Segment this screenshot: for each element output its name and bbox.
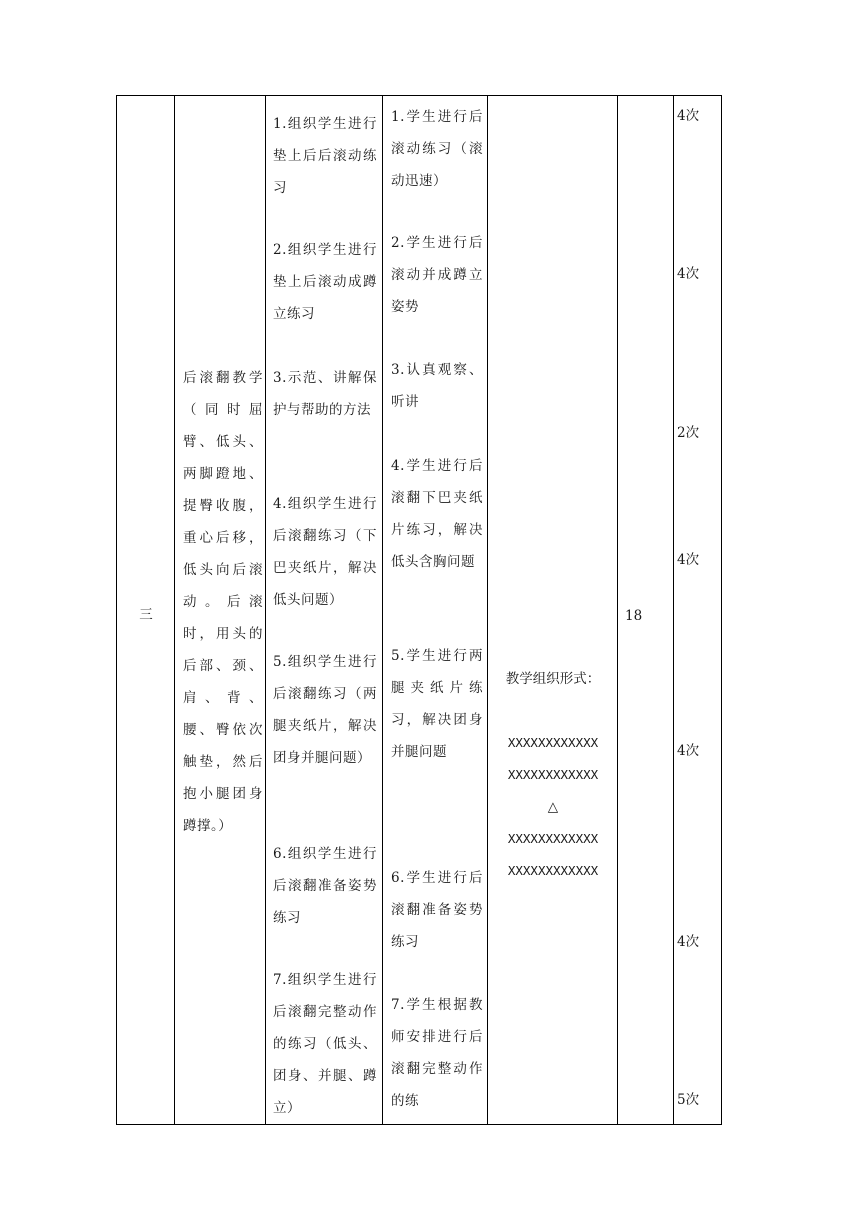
lesson-content: 后滚翻教学（同时屈臂、低头、两脚蹬地、提臀收腹，重心后移，低头向后滚动。后滚时，用头的后部、颈、肩、背、腰、臀依次触垫，然后抱小腿团身蹲撑。）	[183, 370, 263, 834]
teacher-step-4: 4.组织学生进行后滚翻练习（下巴夹纸片，解决低头问题）	[273, 496, 377, 608]
teacher-step-6: 6.组织学生进行后滚翻准备姿势练习	[273, 846, 377, 926]
student-step-7: 7.学生根据教师安排进行后滚翻完整动作的练	[391, 997, 483, 1109]
count-6: 4次	[677, 934, 700, 950]
column-divider	[265, 96, 266, 1124]
formation-line: XXXXXXXXXXXX	[507, 863, 599, 878]
student-step-3: 3.认真观察、听讲	[391, 362, 483, 410]
teacher-step-5: 5.组织学生进行后滚翻练习（两腿夹纸片，解决团身并腿问题）	[273, 654, 377, 766]
formation-line: XXXXXXXXXXXX	[507, 767, 599, 782]
teacher-step-3: 3.示范、讲解保护与帮助的方法	[273, 370, 377, 418]
student-step-1: 1.学生进行后滚动练习（滚动迅速）	[391, 109, 483, 189]
student-step-2: 2.学生进行后滚动并成蹲立姿势	[391, 235, 483, 315]
column-divider	[487, 96, 488, 1124]
student-step-4: 4.学生进行后滚翻下巴夹纸片练习，解决低头含胸问题	[391, 458, 483, 570]
organization-label: 教学组织形式：	[505, 671, 601, 687]
formation-line: XXXXXXXXXXXX	[507, 831, 599, 846]
teacher-position-icon: △	[547, 799, 559, 815]
column-divider	[382, 96, 383, 1124]
formation-line: XXXXXXXXXXXX	[507, 735, 599, 750]
count-4: 4次	[677, 552, 700, 568]
count-1: 4次	[677, 108, 700, 124]
count-5: 4次	[677, 743, 700, 759]
count-7: 5次	[677, 1092, 700, 1108]
column-divider	[617, 96, 618, 1124]
student-step-6: 6.学生进行后滚翻准备姿势练习	[391, 870, 483, 950]
lesson-table	[116, 95, 722, 1125]
count-3: 2次	[677, 425, 700, 441]
teacher-step-1: 1.组织学生进行垫上后后滚动练习	[273, 116, 377, 196]
teacher-step-2: 2.组织学生进行垫上后滚动成蹲立练习	[273, 242, 377, 322]
time-value: 18	[625, 608, 643, 624]
count-2: 4次	[677, 266, 700, 282]
student-step-5: 5.学生进行两腿夹纸片练习，解决团身并腿问题	[391, 648, 483, 760]
section-number: 三	[139, 607, 153, 623]
teacher-step-7: 7.组织学生进行后滚翻完整动作的练习（低头、团身、并腿、蹲立）	[273, 972, 377, 1116]
